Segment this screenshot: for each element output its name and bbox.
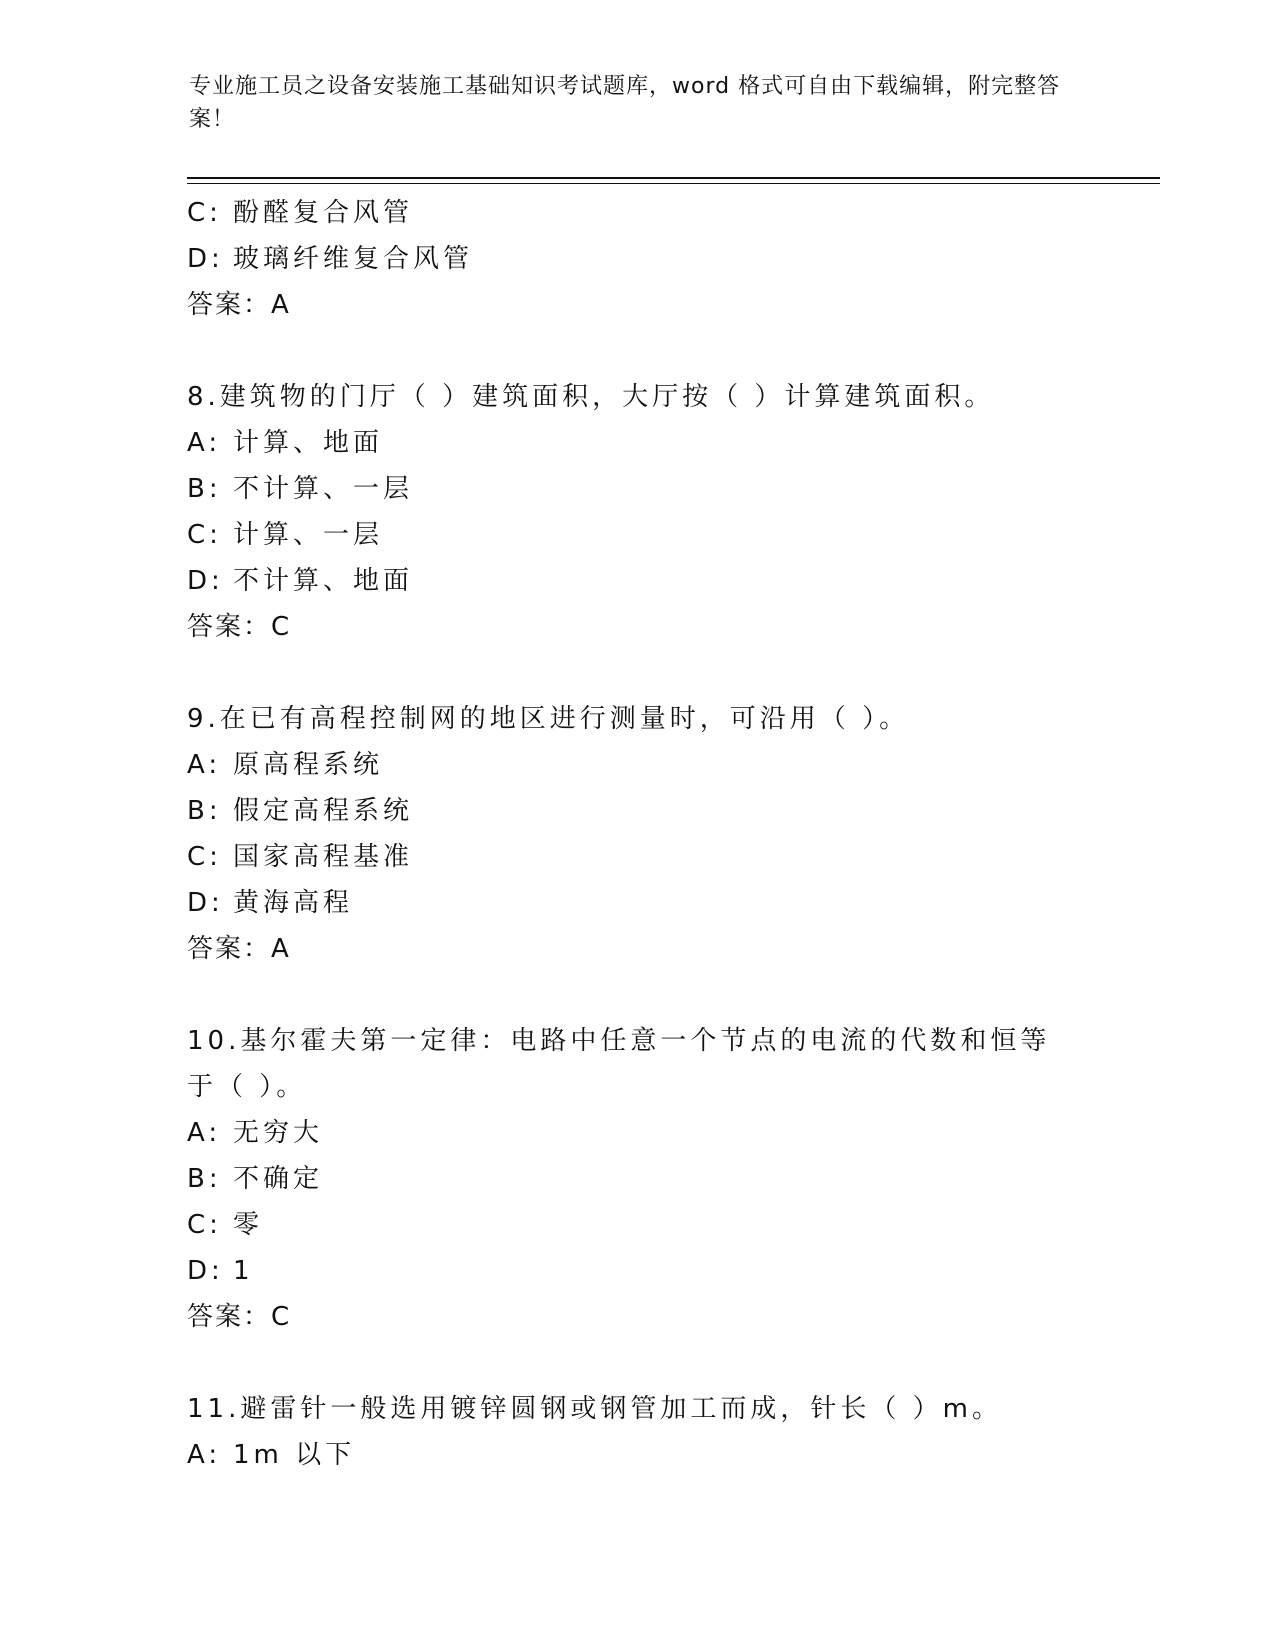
option-d — [187, 558, 1087, 604]
question-stem: 8.建筑物的门厅（ ）建筑面积，大厅按（ ）计算建筑面积。 — [187, 382, 995, 412]
option-b — [187, 466, 1087, 512]
question-block-9 — [187, 696, 1087, 972]
question-list — [187, 190, 1087, 1478]
option-letter: D: — [187, 244, 224, 274]
option-letter: A: — [187, 750, 222, 780]
option-text: 计算、一层 — [233, 520, 384, 550]
question-block-11 — [187, 1386, 1087, 1478]
option-text: 玻璃纤维复合风管 — [233, 244, 474, 274]
document-header: 专业施工员之设备安装施工基础知识考试题库，word 格式可自由下载编辑，附完整答案！ — [189, 74, 1061, 132]
answer-line: 答案：A — [187, 290, 291, 320]
option-letter: D: — [187, 888, 224, 918]
answer-line: 答案：A — [187, 934, 291, 964]
option-letter: A: — [187, 428, 222, 458]
option-text: 国家高程基准 — [233, 842, 414, 872]
option-text: 计算、地面 — [233, 428, 384, 458]
option-text: 不计算、一层 — [233, 474, 414, 504]
option-b — [187, 1156, 1087, 1202]
option-letter: C: — [187, 520, 222, 550]
option-text: 酚醛复合风管 — [233, 198, 414, 228]
option-letter: C: — [187, 842, 222, 872]
option-text: 1m 以下 — [233, 1440, 356, 1470]
option-letter: B: — [187, 1164, 222, 1194]
option-c — [187, 1202, 1087, 1248]
option-a — [187, 742, 1087, 788]
option-letter: D: — [187, 566, 224, 596]
question-block-10 — [187, 1018, 1087, 1340]
header-divider-thin — [187, 183, 1160, 184]
answer-line: 答案：C — [187, 612, 292, 642]
option-text: 黄海高程 — [233, 888, 354, 918]
option-text: 零 — [233, 1210, 264, 1240]
question-block-8 — [187, 374, 1087, 650]
option-letter: D: — [187, 1256, 224, 1286]
option-letter: C: — [187, 198, 222, 228]
header-divider-thick — [187, 177, 1160, 179]
option-text: 原高程系统 — [233, 750, 384, 780]
question-stem: 11.避雷针一般选用镀锌圆钢或钢管加工而成，针长（ ）m。 — [187, 1394, 1002, 1424]
option-d — [187, 236, 1087, 282]
option-b — [187, 788, 1087, 834]
option-d — [187, 1248, 1087, 1294]
question-stem: 10.基尔霍夫第一定律：电路中任意一个节点的电流的代数和恒等于（ ）。 — [187, 1026, 1051, 1102]
option-letter: C: — [187, 1210, 222, 1240]
option-a — [187, 1110, 1087, 1156]
option-a — [187, 1432, 1087, 1478]
question-stem: 9.在已有高程控制网的地区进行测量时，可沿用（ ）。 — [187, 704, 910, 734]
option-a — [187, 420, 1087, 466]
option-letter: A: — [187, 1440, 222, 1470]
option-text: 不确定 — [233, 1164, 324, 1194]
option-c — [187, 512, 1087, 558]
option-text: 无穷大 — [233, 1118, 324, 1148]
option-d — [187, 880, 1087, 926]
option-text: 1 — [233, 1256, 254, 1286]
option-c — [187, 834, 1087, 880]
option-text: 假定高程系统 — [233, 796, 414, 826]
answer-line: 答案：C — [187, 1302, 292, 1332]
question-block-7 — [187, 190, 1087, 328]
option-c — [187, 190, 1087, 236]
option-text: 不计算、地面 — [233, 566, 414, 596]
option-letter: B: — [187, 474, 222, 504]
option-letter: A: — [187, 1118, 222, 1148]
option-letter: B: — [187, 796, 222, 826]
